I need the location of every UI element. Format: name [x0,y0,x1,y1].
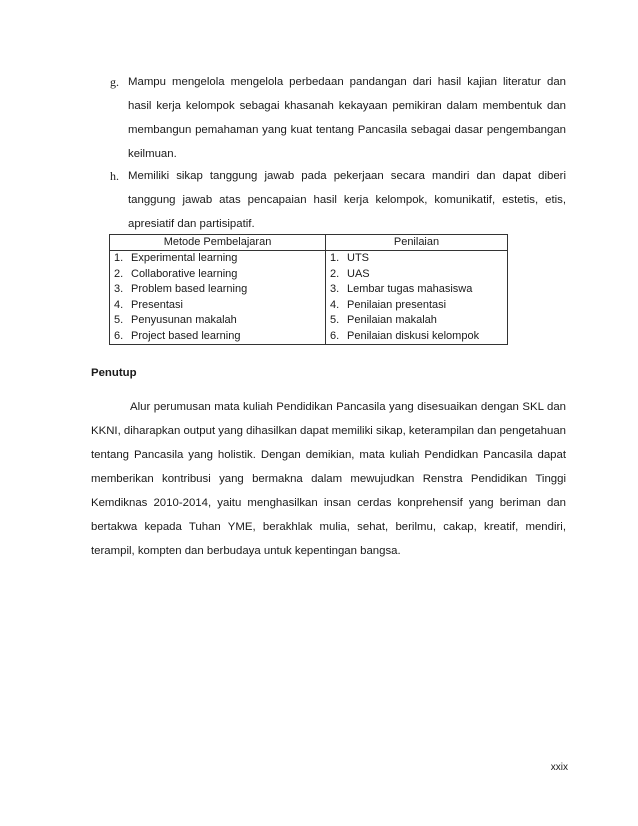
list-number: 1. [114,252,124,264]
list-number: 5. [330,314,340,326]
method-text: Collaborative learning [131,267,238,280]
assessments-list [326,251,507,344]
list-item [110,329,325,345]
methods-cell [110,251,326,345]
list-marker: g. [110,75,119,89]
list-number: 2. [330,267,340,280]
list-number: 3. [330,283,340,295]
assessment-text: Penilaian diskusi kelompok [347,329,480,342]
method-text: Experimental learning [131,252,238,264]
header-penilaian: Penilaian [326,235,508,251]
list-item [326,267,507,283]
header-metode: Metode Pembelajaran [110,235,326,251]
page-number: xxix [550,762,568,773]
assessment-text: Penilaian makalah [347,314,437,326]
list-item [110,267,325,283]
list-item [110,313,325,329]
table-row [110,251,508,345]
list-number: 2. [114,267,124,280]
method-text: Project based learning [131,329,241,342]
table-header-row [110,235,508,251]
list-item-h [110,164,566,236]
assessment-text: Lembar tugas mahasiswa [347,283,473,295]
list-item-text: Memiliki sikap tanggung jawab pada pekerjaan secara mandiri dan dapat diberi tanggung jawab atas pencapaian hasil kerja kelompok, komunikatif, estetis, etis, apresiatif dan partisipatif. [128,170,566,230]
list-number: 6. [114,329,124,342]
list-item [326,329,507,345]
assessments-cell [326,251,508,345]
list-number: 5. [114,314,124,326]
list-item [326,313,507,329]
methods-list [110,251,325,344]
list-number: 6. [330,329,340,342]
list-item [110,251,325,267]
assessment-text: Penilaian presentasi [347,298,447,311]
method-text: Problem based learning [131,283,248,295]
list-marker: h. [110,169,119,183]
list-item-g [110,70,566,166]
list-item [326,282,507,298]
list-item [110,298,325,314]
method-text: Penyusunan makalah [131,314,237,326]
list-number: 3. [114,283,124,295]
list-item [326,298,507,314]
section-heading: Penutup [91,367,137,379]
list-number: 4. [114,298,124,311]
list-item-text: Mampu mengelola mengelola perbedaan pandangan dari hasil kajian literatur dan hasil kerja kelompok sebagai khasanah kekayaan pemikiran dalam membentuk dan membangun pemahaman yang kuat tentang Pancasila sebagai dasar pengembangan keilmuan. [128,76,566,160]
closing-paragraph: Alur perumusan mata kuliah Pendidikan Pancasila yang disesuaikan dengan SKL dan KKNI, diharapkan output yang dihasilkan dapat memiliki sikap, keterampilan dan pengetahuan tentang Pancasila yang holistik. Dengan demikian, mata kuliah Pendidkan Pancasila dapat memberikan kontribusi yang bermakna dalam mewujudkan Renstra Pendidikan Tinggi Kemdiknas 2010-2014, yaitu menghasilkan insan cerdas konprehensif yang beriman dan bertakwa kepada Tuhan YME, berakhlak mulia, sehat, berilmu, cakap, kreatif, mendiri, terampil, kompten dan berbudaya untuk kepentingan bangsa. [91,401,566,558]
list-item [110,282,325,298]
learning-assessment-table [109,234,508,345]
list-number: 4. [330,298,340,311]
list-number: 1. [330,252,340,264]
assessment-text: UTS [347,252,369,264]
list-item [326,251,507,267]
method-text: Presentasi [131,298,183,311]
assessment-text: UAS [347,267,370,280]
